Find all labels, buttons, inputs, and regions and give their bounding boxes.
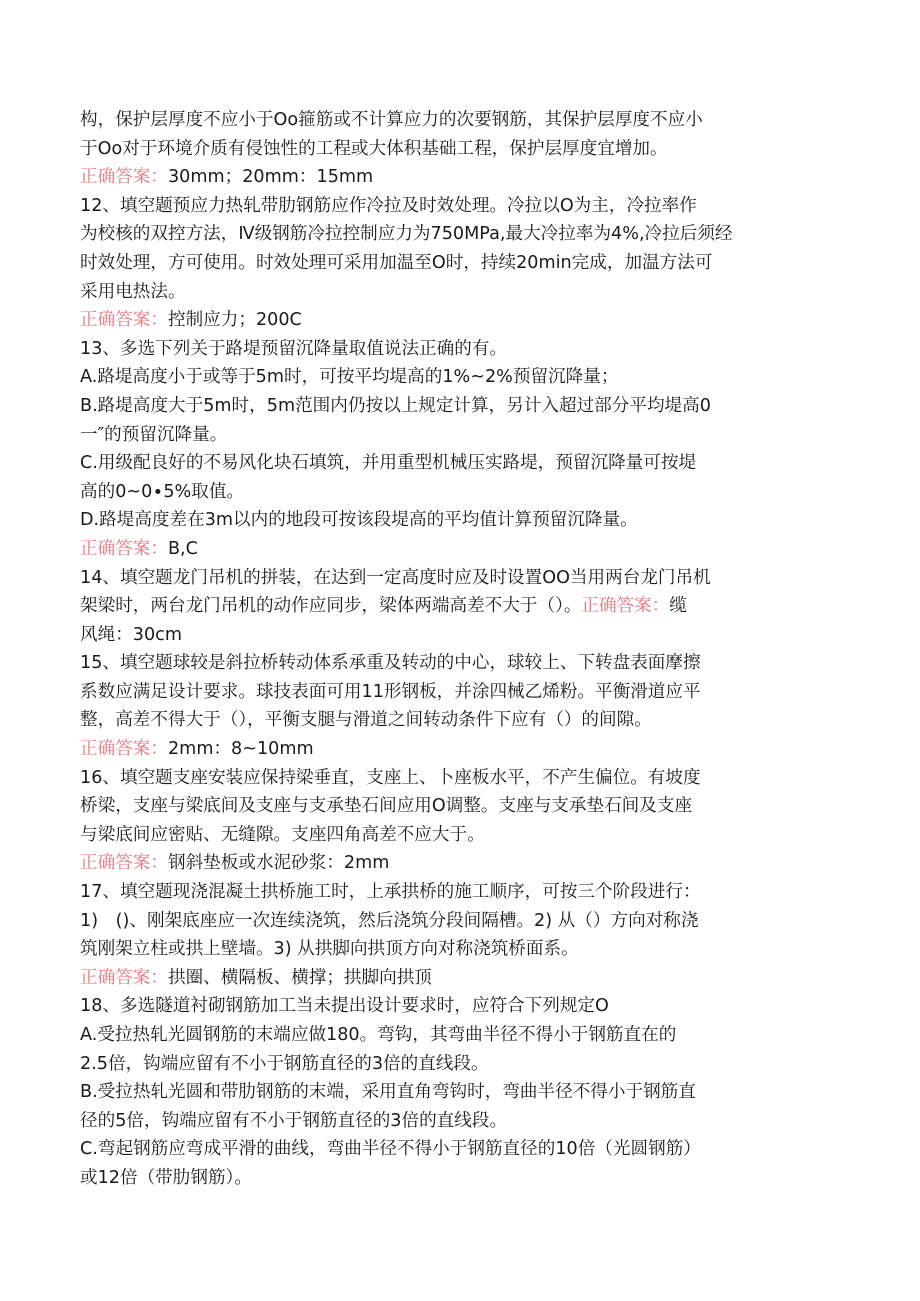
text-line: 或12倍（带肋钢筋）。 xyxy=(80,1167,252,1188)
answer-text: 2mm：8~10mm xyxy=(167,739,314,760)
answer-text: 30mm；20mm：15mm xyxy=(167,167,374,188)
answer-line xyxy=(80,735,840,764)
text-line: 桥梁，支座与梁底间及支座与支承垫石间应用O调整。支座与支承垫石间及支座 xyxy=(80,796,693,817)
question-text: 架梁时，两台龙门吊机的动作应同步，梁体两端高差不大于（）。 xyxy=(80,596,582,617)
answer-text: 拱圈、横隔板、横撑；拱脚向拱顶 xyxy=(167,967,432,988)
answer-line xyxy=(80,306,840,335)
answer-line xyxy=(80,964,840,993)
answer-text: 控制应力；200C xyxy=(167,310,302,331)
text-line: A.受拉热轧光圆钢筋的末端应做180。弯钩，其弯曲半径不得小于钢筋直在的 xyxy=(80,1025,677,1045)
text-line: 一″的预留沉降量。 xyxy=(80,424,228,445)
answer-line xyxy=(80,535,840,564)
answer-label: 正确答案： xyxy=(80,739,168,760)
answer-line xyxy=(80,163,840,192)
answer-label: 正确答案： xyxy=(80,538,168,559)
text-line: 时效处理，方可使用。时效处理可采用加温至O时，持续20min完成，加温方法可 xyxy=(80,252,713,273)
text-line xyxy=(80,592,840,621)
answer-label: 正确答案： xyxy=(581,596,670,617)
text-line: C.用级配良好的不易风化块石填筑，并用重型机械压实路堤，预留沉降量可按堤 xyxy=(80,453,697,474)
answer-text: 钢斜垫板或水泥砂浆：2mm xyxy=(167,853,390,874)
answer-text: 缆 xyxy=(669,596,688,617)
text-line: 18、多选隧道衬砌钢筋加工当未提出设计要求时，应符合下列规定O xyxy=(80,996,609,1017)
text-line: 系数应满足设计要求。球技表面可用11形钢板，并涂四械乙烯粉。平衡滑道应平 xyxy=(80,681,701,702)
text-line: 筑刚架立柱或拱上壁墙。3) 从拱脚向拱顶方向对称浇筑桥面系。 xyxy=(80,939,579,960)
text-line: 12、填空题预应力热轧带肋钢筋应作冷拉及时效处理。冷拉以O为主，冷拉率作 xyxy=(80,195,697,216)
answer-line xyxy=(80,849,840,878)
text-line: A.路堤高度小于或等于5m时，可按平均堤高的1%~2%预留沉降量； xyxy=(80,367,619,388)
text-line: 高的0~0∙5%取值。 xyxy=(80,481,245,502)
text-line: 13、多选下列关于路堤预留沉降量取值说法正确的有。 xyxy=(80,338,508,359)
document-body xyxy=(80,106,840,1193)
answer-label: 正确答案： xyxy=(80,310,168,331)
text-line: 17、填空题现浇混凝土拱桥施工时，上承拱桥的施工顺序，可按三个阶段进行： xyxy=(80,882,701,903)
answer-label: 正确答案： xyxy=(80,967,168,988)
answer-label: 正确答案： xyxy=(80,167,168,188)
text-line: B.路堤高度大于5m时，5m范围内仍按以上规定计算，另计入超过部分平均堤高0 xyxy=(80,395,711,416)
text-line: 整，高差不得大于（），平衡支腿与滑道之间转动条件下应有（）的间隙。 xyxy=(80,710,652,731)
text-line: 1) ()、刚架底座应一次连续浇筑，然后浇筑分段间隔槽。2) 从（）方向对称浇 xyxy=(80,910,699,931)
text-line: 与梁底间应密贴、无缝隙。支座四角高差不应大于。 xyxy=(80,824,485,845)
text-line: 15、填空题球较是斜拉桥转动体系承重及转动的中心，球较上、下转盘表面摩擦 xyxy=(80,653,701,674)
text-line: C.弯起钢筋应弯成平滑的曲线，弯曲半径不得小于钢筋直径的10倍（光圆钢筋） xyxy=(80,1139,701,1160)
text-line: 16、填空题支座安装应保持梁垂直，支座上、卜座板水平，不产生偏位。有坡度 xyxy=(80,767,701,788)
text-line: B.受拉热轧光圆和带肋钢筋的末端，采用直角弯钩时，弯曲半径不得小于钢筋直 xyxy=(80,1082,696,1103)
text-line: 14、填空题龙门吊机的拼装，在达到一定高度时应及时设置OO当用两台龙门吊机 xyxy=(80,567,711,588)
text-line: 2.5倍，钩端应留有不小于钢筋直径的3倍的直线段。 xyxy=(80,1053,489,1074)
text-line: 采用电热法。 xyxy=(80,281,186,302)
text-line: 于Oo对于环境介质有侵蚀性的工程或大体积基础工程，保护层厚度宜增加。 xyxy=(80,138,668,159)
text-line: 构，保护层厚度不应小于Oo箍筋或不计算应力的次要钢筋，其保护层厚度不应小 xyxy=(80,110,703,130)
text-line: 为校核的双控方法，Ⅳ级钢筋冷拉控制应力为750MPa,最大冷拉率为4%,冷拉后须经 xyxy=(80,224,733,245)
text-line: 风绳：30cm xyxy=(80,624,182,645)
text-line: 径的5倍，钩端应留有不小于钢筋直径的3倍的直线段。 xyxy=(80,1110,508,1131)
answer-text: B,C xyxy=(167,538,198,559)
text-line: D.路堤高度差在3m以内的地段可按该段堤高的平均值计算预留沉降量。 xyxy=(80,510,638,531)
answer-label: 正确答案： xyxy=(80,853,168,874)
